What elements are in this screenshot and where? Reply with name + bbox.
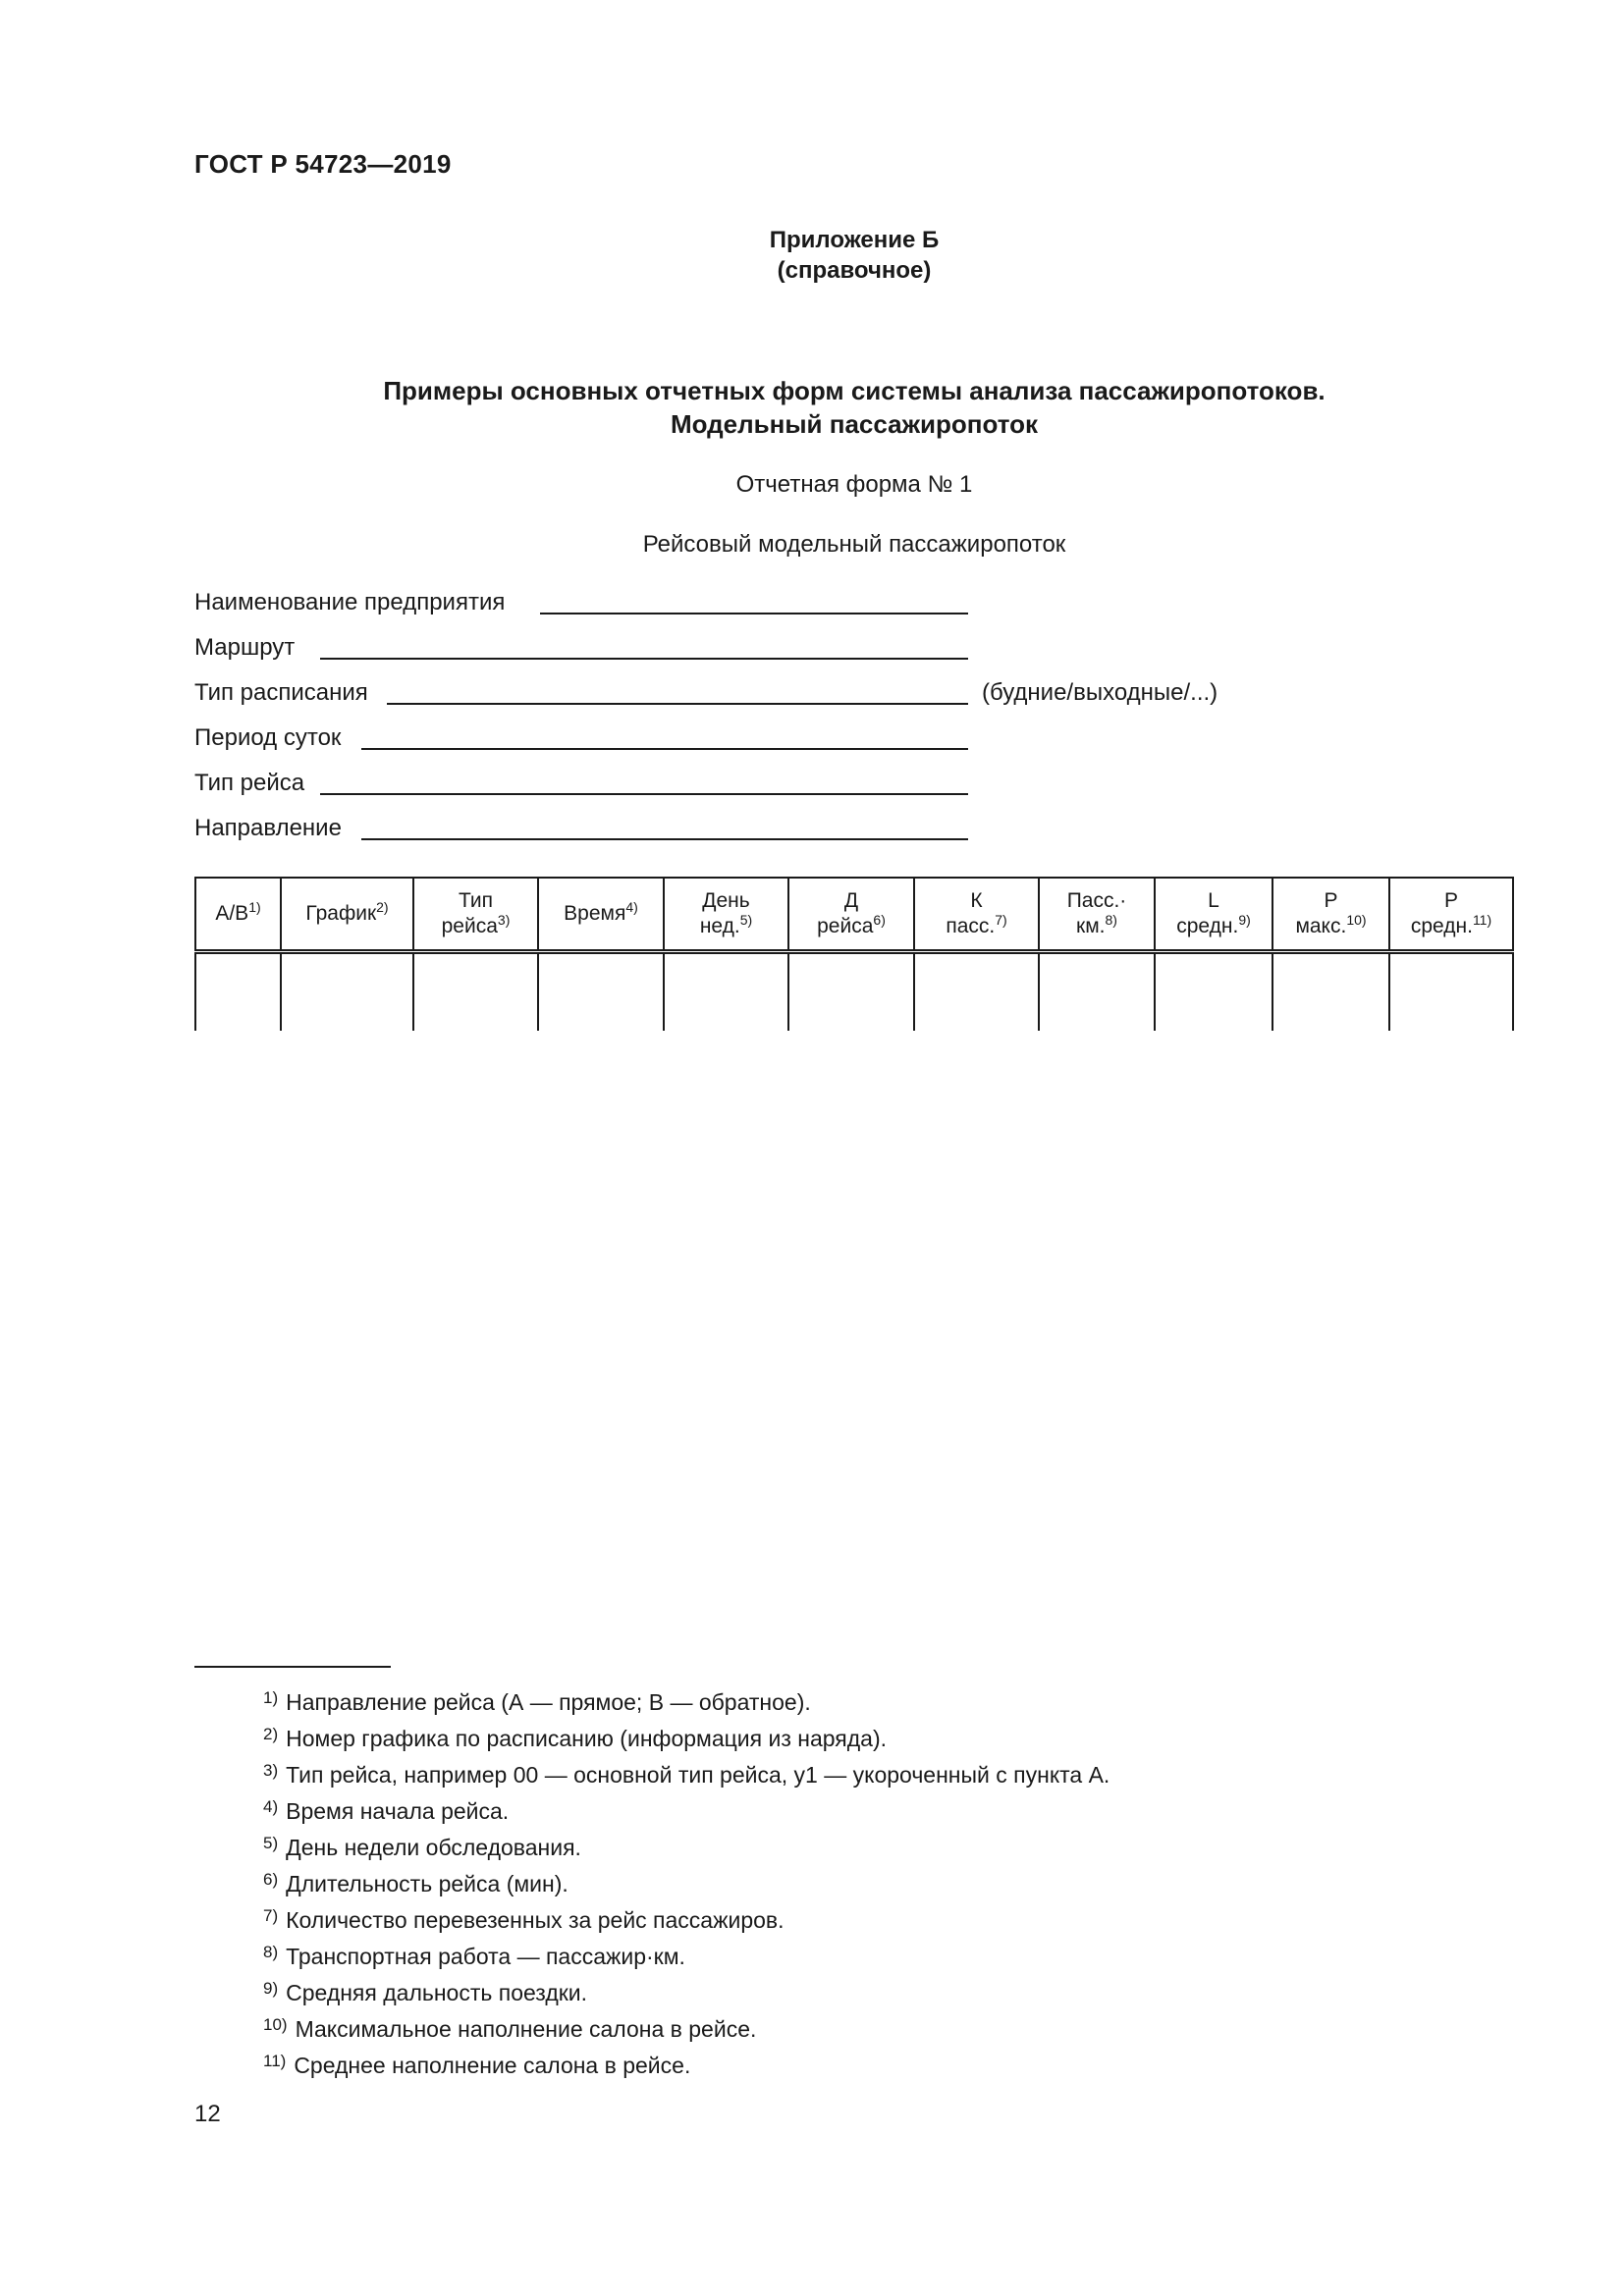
field-label: Наименование предприятия bbox=[194, 589, 506, 615]
table-cell[interactable] bbox=[788, 952, 914, 1032]
field-label: Направление bbox=[194, 815, 342, 841]
document-code: ГОСТ Р 54723—2019 bbox=[194, 149, 452, 179]
field-blank-line[interactable] bbox=[320, 793, 968, 795]
column-header: К пасс.$^{7)}$ bbox=[914, 878, 1039, 952]
table-cell[interactable] bbox=[281, 952, 413, 1032]
table-cell[interactable] bbox=[1039, 952, 1155, 1032]
field-blank-line[interactable] bbox=[387, 703, 968, 705]
field-trip-type bbox=[194, 770, 980, 801]
table-header-row bbox=[195, 878, 1513, 952]
column-header: Время$^{4)}$ bbox=[538, 878, 664, 952]
appendix-note: (справочное) bbox=[777, 257, 932, 284]
table-cell[interactable] bbox=[538, 952, 664, 1032]
table-cell[interactable] bbox=[1155, 952, 1272, 1032]
field-route bbox=[194, 634, 980, 666]
table-row bbox=[195, 952, 1513, 1032]
footnote-5: $^{5)}$ День недели обследования. bbox=[263, 1834, 581, 1860]
column-header: L средн.$^{9)}$ bbox=[1155, 878, 1272, 952]
field-schedule-type bbox=[194, 679, 1274, 711]
column-header: День нед.$^{5)}$ bbox=[664, 878, 788, 952]
footnote-separator bbox=[194, 1666, 391, 1668]
footnote-8: $^{8)}$ Транспортная работа — пассажир·км. bbox=[263, 1943, 685, 1969]
footnote-4: $^{4)}$ Время начала рейса. bbox=[263, 1797, 510, 1824]
report-table bbox=[194, 877, 1514, 1031]
column-header: P средн.$^{11)}$ bbox=[1389, 878, 1513, 952]
field-label: Маршрут bbox=[194, 634, 296, 661]
footnote-10: $^{10)}$ Максимальное наполнение салона в рейсе. bbox=[263, 2015, 757, 2042]
column-header: Пасс.· км.$^{8)}$ bbox=[1039, 878, 1155, 952]
footnote-3: $^{3)}$ Тип рейса, например 00 — основной тип рейса, у1 — укороченный с пункта А. bbox=[263, 1761, 1110, 1788]
appendix-title: Приложение Б bbox=[769, 227, 940, 253]
footnote-7: $^{7)}$ Количество перевезенных за рейс пассажиров. bbox=[263, 1906, 785, 1933]
column-header: График$^{2)}$ bbox=[281, 878, 413, 952]
field-blank-line[interactable] bbox=[361, 748, 968, 750]
table-cell[interactable] bbox=[664, 952, 788, 1032]
field-day-period bbox=[194, 724, 980, 756]
page-number: 12 bbox=[194, 2101, 221, 2127]
table-cell[interactable] bbox=[195, 952, 281, 1032]
footnote-9: $^{9)}$ Средняя дальность поездки. bbox=[263, 1979, 588, 2005]
field-blank-line[interactable] bbox=[320, 658, 968, 660]
footnote-2: $^{2)}$ Номер графика по расписанию (информация из наряда). bbox=[263, 1725, 888, 1751]
table-cell[interactable] bbox=[413, 952, 538, 1032]
column-header: Тип рейса$^{3)}$ bbox=[413, 878, 538, 952]
field-label: Тип расписания bbox=[194, 679, 368, 706]
section-title-line-1: Примеры основных отчетных форм системы анализа пассажиропотоков. bbox=[383, 376, 1326, 405]
table-cell[interactable] bbox=[1389, 952, 1513, 1032]
column-header: $А/В^{1)}$ bbox=[195, 878, 281, 952]
column-header: P макс.$^{10)}$ bbox=[1272, 878, 1389, 952]
field-blank-line[interactable] bbox=[540, 613, 968, 614]
footnote-1: $^{1)}$ Направление рейса (А — прямое; В — обратное). bbox=[263, 1688, 811, 1715]
field-hint: (будние/выходные/...) bbox=[982, 679, 1218, 706]
field-label: Тип рейса bbox=[194, 770, 305, 796]
footnote-6: $^{6)}$ Длительность рейса (мин). bbox=[263, 1870, 568, 1896]
field-blank-line[interactable] bbox=[361, 838, 968, 840]
section-title-line-2: Модельный пассажиропоток bbox=[670, 409, 1039, 439]
footnote-11: $^{11)}$ Среднее наполнение салона в рейсе. bbox=[263, 2052, 691, 2078]
field-enterprise bbox=[194, 589, 980, 620]
form-name: Рейсовый модельный пассажиропоток bbox=[642, 531, 1066, 558]
field-direction bbox=[194, 815, 980, 846]
table-cell[interactable] bbox=[1272, 952, 1389, 1032]
column-header: Д рейса$^{6)}$ bbox=[788, 878, 914, 952]
table-cell[interactable] bbox=[914, 952, 1039, 1032]
form-number: Отчетная форма № 1 bbox=[735, 471, 973, 498]
field-label: Период суток bbox=[194, 724, 342, 751]
